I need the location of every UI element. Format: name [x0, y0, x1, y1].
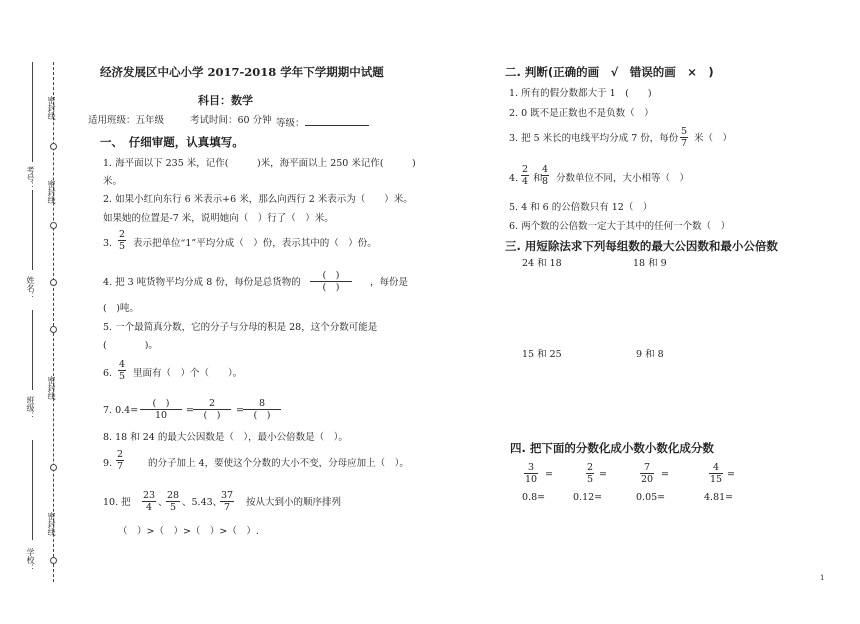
s1-q9-text: 的分子加上 4，要使这个分数的大小不变，分母应加上（ ）。 — [148, 458, 409, 469]
s4-fraction1 — [524, 462, 538, 485]
s3-pair2: 18 和 9 — [633, 258, 667, 269]
s2-q2: 2. 0 既不是正数也不是负数（ ） — [509, 108, 654, 119]
s1-q2-line2: 如果她的位置是-7 米，说明她向（ ）行了（ ）米。 — [103, 213, 334, 224]
seal-label: 密封线 — [47, 180, 56, 204]
s4-decimal4: 4.81= — [704, 492, 734, 503]
applicable-class: 适用班级：五年级 — [88, 115, 165, 126]
s1-q7-prefix: 7. 0.4= — [103, 405, 139, 416]
s1-q1-line2: 米。 — [103, 176, 123, 187]
s2-q5: 5. 4 和 6 的公倍数只有 12（ ） — [509, 202, 653, 213]
denominator: ( ) — [253, 410, 271, 421]
numerator: 2 — [117, 449, 124, 460]
page-number: 1 — [820, 574, 825, 582]
numerator: 3 — [524, 462, 538, 474]
s2-q6: 6. 两个数的公倍数一定大于其中的任何一个数（ ） — [509, 221, 731, 232]
denominator: 20 — [641, 474, 654, 485]
numerator: 2 — [587, 462, 594, 473]
denominator: 5 — [119, 371, 126, 382]
s1-q4-text2: ，每份是 — [370, 277, 409, 288]
numerator: 2 — [119, 229, 126, 240]
s1-q7-fraction2 — [193, 398, 231, 421]
denominator: 8 — [542, 176, 549, 187]
name-label: 姓名： — [26, 276, 35, 300]
s4-equals: = — [661, 469, 669, 480]
numerator: ( ) — [310, 270, 352, 282]
s4-equals: = — [545, 469, 553, 480]
numerator: 2 — [193, 398, 231, 410]
denominator: 7 — [224, 502, 231, 513]
exam-title: 经济发展区中心小学 2017-2018 学年下学期期中试题 — [100, 65, 384, 79]
numerator: 2 — [522, 164, 529, 175]
denominator: 4 — [522, 176, 529, 187]
s1-q3-fraction — [118, 229, 126, 252]
exam-number-label: 考号： — [26, 166, 35, 190]
s1-q3-text: 表示把单位“1”平均分成（ ）份，表示其中的（ ）份。 — [133, 238, 377, 249]
numerator: 5 — [681, 126, 688, 137]
s1-q10-fraction3 — [220, 490, 234, 513]
s1-q7-fraction3 — [243, 398, 281, 421]
denominator: 5 — [587, 474, 594, 485]
section4-title: 四. 把下面的分数化成小数小数化成分数 — [510, 441, 714, 455]
binding-hole — [50, 279, 57, 286]
s1-q7-equals1: = — [186, 405, 194, 416]
binding-hole — [50, 557, 57, 564]
denominator: 15 — [710, 474, 723, 485]
s4-decimal1: 0.8= — [522, 492, 546, 503]
s1-q10-fraction2 — [166, 490, 180, 513]
grade-blank — [305, 115, 369, 126]
subject-label: 科目：数学 — [198, 94, 253, 107]
s2-q4-fraction1 — [521, 164, 529, 187]
s4-fraction2 — [586, 462, 594, 485]
denominator: 10 — [525, 474, 538, 485]
s4-decimal3: 0.05= — [636, 492, 666, 503]
s1-q10-text: 按从大到小的顺序排列 — [246, 497, 342, 508]
s2-q4-text: 分数单位不同，大小相等（ ） — [556, 173, 690, 184]
s3-pair4: 9 和 8 — [636, 349, 664, 360]
class-label: 班级： — [26, 396, 35, 420]
s1-q2-line1: 2. 如果小红向东行 6 米表示+6 米，那么向西行 2 米表示为（ ）米。 — [103, 194, 413, 205]
seal-dashed-line — [53, 62, 54, 582]
s3-pair1: 24 和 18 — [522, 258, 562, 269]
numerator: 28 — [167, 490, 180, 501]
s1-q4-text3: ( )吨。 — [103, 303, 139, 314]
s2-q3-fraction — [680, 126, 688, 149]
s2-q4-fraction2 — [541, 164, 549, 187]
s1-q10-prefix: 10. 把 — [103, 497, 131, 508]
denominator: 7 — [117, 461, 124, 472]
denominator: 10 — [154, 410, 168, 421]
s4-equals: = — [599, 469, 607, 480]
s1-q3-number: 3. — [103, 238, 113, 249]
denominator: 5 — [170, 502, 177, 513]
s2-q3-text2: 米（ ） — [694, 133, 733, 144]
s1-q1-line1: 1. 海平面以下 235 米，记作( )米，海平面以上 250 米记作( ) — [103, 158, 416, 169]
section3-title: 三. 用短除法求下列每组数的最大公因数和最小公倍数 — [505, 239, 778, 253]
s1-q6-fraction — [118, 359, 126, 382]
s1-q8: 8. 18 和 24 的最大公因数是（ ），最小公倍数是（ ）。 — [103, 432, 348, 443]
s1-q10-fraction1 — [142, 490, 156, 513]
binding-hole — [50, 464, 57, 471]
class-line — [32, 310, 33, 390]
s4-fraction3 — [640, 462, 654, 485]
s4-equals: = — [727, 469, 735, 480]
name-line — [32, 190, 33, 270]
numerator: ( ) — [140, 398, 182, 410]
s2-q3-text: 3. 把 5 米长的电线平均分成 7 份，每份 — [509, 133, 679, 144]
s1-q4-text: 4. 把 3 吨货物平均分成 8 份，每份是总货物的 — [103, 277, 301, 288]
numerator: 7 — [640, 462, 654, 474]
s1-q10-answer: （ ）>（ ）>（ ）>（ ）. — [118, 526, 259, 537]
seal-label: 密封线 — [47, 376, 56, 400]
exam-number-line — [32, 62, 33, 162]
seal-label: 密封线 — [47, 512, 56, 536]
numerator: 23 — [143, 490, 156, 501]
s1-q7-equals2: = — [236, 405, 244, 416]
s3-pair3: 15 和 25 — [522, 349, 562, 360]
section1-title: 一、 仔细审题，认真填写。 — [100, 135, 244, 149]
numerator: 4 — [542, 164, 549, 175]
grade-label — [276, 115, 369, 130]
s4-fraction4 — [709, 462, 723, 485]
s1-q10-sep: 、 — [158, 497, 168, 508]
exam-time: 考试时间：60 分钟 — [190, 115, 272, 126]
denominator: 7 — [681, 138, 688, 149]
binding-hole — [50, 143, 57, 150]
binding-hole — [50, 222, 57, 229]
denominator: 5 — [119, 241, 126, 252]
s1-q5-line1: 5. 一个最简真分数，它的分子与分母的积是 28，这个分数可能是 — [103, 322, 378, 333]
seal-label: 密封线 — [47, 96, 56, 120]
s4-decimal2: 0.12= — [573, 492, 603, 503]
s2-q4-number: 4. — [509, 173, 519, 184]
s1-q7-fraction1 — [140, 398, 182, 421]
numerator: 4 — [709, 462, 723, 474]
s1-q5-line2: ( )。 — [103, 340, 158, 351]
section2-title: 二. 判断(正确的画 √ 错误的画 × ) — [505, 65, 714, 79]
s2-q4-and: 和 — [533, 173, 543, 184]
school-line — [32, 440, 33, 540]
school-label: 学校： — [26, 548, 35, 572]
s1-q9-number: 9. — [103, 458, 113, 469]
s1-q6-number: 6. — [103, 368, 113, 379]
s1-q4-fraction — [310, 270, 352, 293]
binding-hole — [50, 326, 57, 333]
denominator: 4 — [146, 502, 153, 513]
s1-q6-text: 里面有（ ）个（ ）。 — [133, 368, 243, 379]
denominator: ( ) — [322, 282, 340, 293]
s1-q9-fraction — [116, 449, 124, 472]
grade-label-text: 等级： — [276, 118, 305, 129]
numerator: 8 — [243, 398, 281, 410]
numerator: 37 — [221, 490, 234, 501]
s2-q1: 1. 所有的假分数都大于 1 ( ) — [509, 88, 652, 99]
numerator: 4 — [119, 359, 126, 370]
denominator: ( ) — [203, 410, 221, 421]
s1-q10-mid: 、5.43、 — [182, 497, 223, 508]
